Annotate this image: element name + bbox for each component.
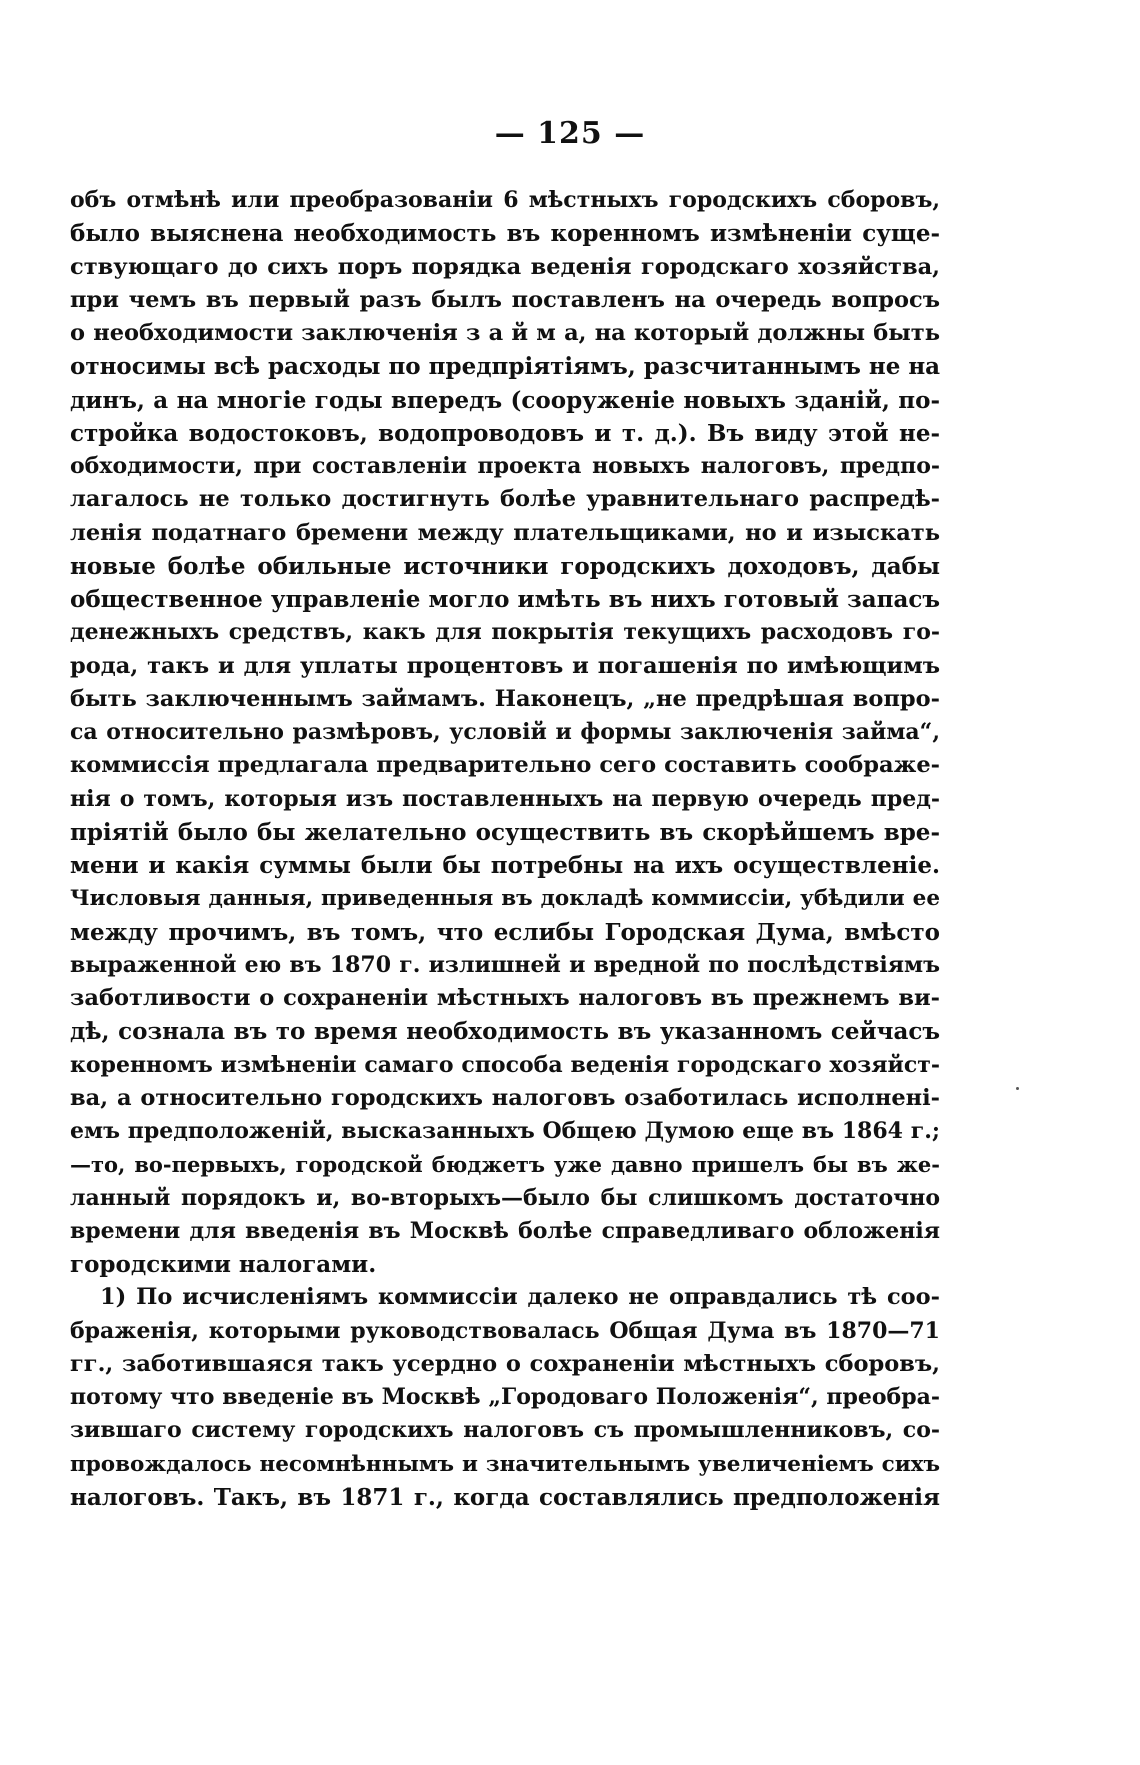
text-line-16: быть заключеннымъ займамъ. Наконецъ, „не предрѣшая вопро- [70,685,940,712]
text-line-1: объ отмѣнѣ или преобразованіи 6 мѣстныхъ городскихъ сборовъ, [70,187,940,213]
text-line-32: времени для введенія въ Москвѣ болѣе справедливаго обложенія [70,1217,940,1244]
text-line-2: было выяснена необходимость въ коренномъ измѣненіи суще- [70,220,940,248]
text-line-15: рода, такъ и для уплаты процентовъ и погашенія по имѣющимъ [70,652,940,679]
text-line-19: нія о томъ, которыя изъ поставленныхъ на первую очередь пред- [70,785,940,812]
text-line-10: лагалось не только достигнуть болѣе уравнительнаго распредѣ- [70,486,940,513]
text-line-21: мени и какія суммы были бы потребны на ихъ осуществленіе. [70,852,940,879]
text-line-29: емъ предположеній, высказанныхъ Общею Думою еще въ 1864 г.; [70,1118,940,1144]
text-line-34: 1) По исчисленіямъ коммиссіи далеко не оправдались тѣ соо- [100,1284,940,1311]
text-line-28: ва, а относительно городскихъ налоговъ озаботилась исполнені- [70,1084,940,1111]
text-line-12: новые болѣе обильные источники городскихъ доходовъ, дабы [70,552,940,580]
text-line-9: обходимости, при составленіи проекта новыхъ налоговъ, предпо- [70,453,940,479]
text-line-7: динъ, а на многіе годы впередъ (сооруженіе новыхъ зданій, по- [70,386,940,414]
text-line-27: коренномъ измѣненіи самаго способа веденія городскаго хозяйст- [70,1051,940,1078]
body-text [70,184,940,1514]
text-line-11: ленія податнаго бремени между плательщиками, но и изыскать [70,519,940,546]
text-line-33: городскими налогами. [70,1251,377,1278]
text-line-4: при чемъ въ первый разъ былъ поставленъ на очередь вопросъ [70,286,940,313]
text-line-14: денежныхъ средствъ, какъ для покрытія текущихъ расходовъ го- [70,619,940,646]
text-line-36: гг., заботившаяся такъ усердно о сохраненіи мѣстныхъ сборовъ, [70,1350,940,1377]
text-line-39: провождалось несомнѣннымъ и значительнымъ увеличеніемъ сихъ [70,1451,940,1477]
text-line-18: коммиссія предлагала предварительно сего составить соображе- [70,752,940,779]
text-line-30: —то, во-первыхъ, городской бюджетъ уже давно пришелъ бы въ же- [70,1152,940,1178]
text-line-40: налоговъ. Такъ, въ 1871 г., когда составлялись предположенія [70,1483,940,1511]
text-line-35: браженія, которыми руководствовалась Общая Дума въ 1870—71 [70,1317,940,1344]
text-line-22: Числовыя данныя, приведенныя въ докладѣ коммиссіи, убѣдили ее [70,886,940,912]
text-line-31: ланный порядокъ и, во-вторыхъ—было бы слишкомъ достаточно [70,1184,940,1211]
text-line-5: о необходимости заключенія з а й м а, на который должны быть [70,320,940,346]
text-line-26: дѣ, сознала въ то время необходимость въ указанномъ сейчасъ [70,1018,940,1046]
text-line-13: общественное управленіе могло имѣть въ нихъ готовый запасъ [70,586,940,613]
text-line-37: потому что введеніе въ Москвѣ „Городоваго Положенія“, преобра- [70,1384,940,1410]
text-line-25: заботливости о сохраненіи мѣстныхъ налоговъ въ прежнемъ ви- [70,985,940,1011]
text-line-3: ствующаго до сихъ поръ порядка веденія городскаго хозяйства, [70,253,940,280]
text-line-17: са относительно размѣровъ, условій и формы заключенія займа“, [70,719,940,745]
text-line-8: стройка водостоковъ, водопроводовъ и т. д.). Въ виду этой не- [70,419,940,447]
text-line-20: пріятій было бы желательно осуществить въ скорѣйшемъ вре- [70,818,940,846]
scan-speck [1016,1087,1019,1090]
text-line-23: между прочимъ, въ томъ, что еслибы Городская Дума, вмѣсто [70,918,940,946]
page-number: — 125 — [494,116,646,151]
text-line-38: зившаго систему городскихъ налоговъ съ промышленниковъ, со- [70,1417,940,1444]
text-line-24: выраженной ею въ 1870 г. излишней и вредной по послѣдствіямъ [70,951,940,978]
text-line-6: относимы всѣ расходы по предпріятіямъ, разсчитаннымъ не на [70,353,940,381]
